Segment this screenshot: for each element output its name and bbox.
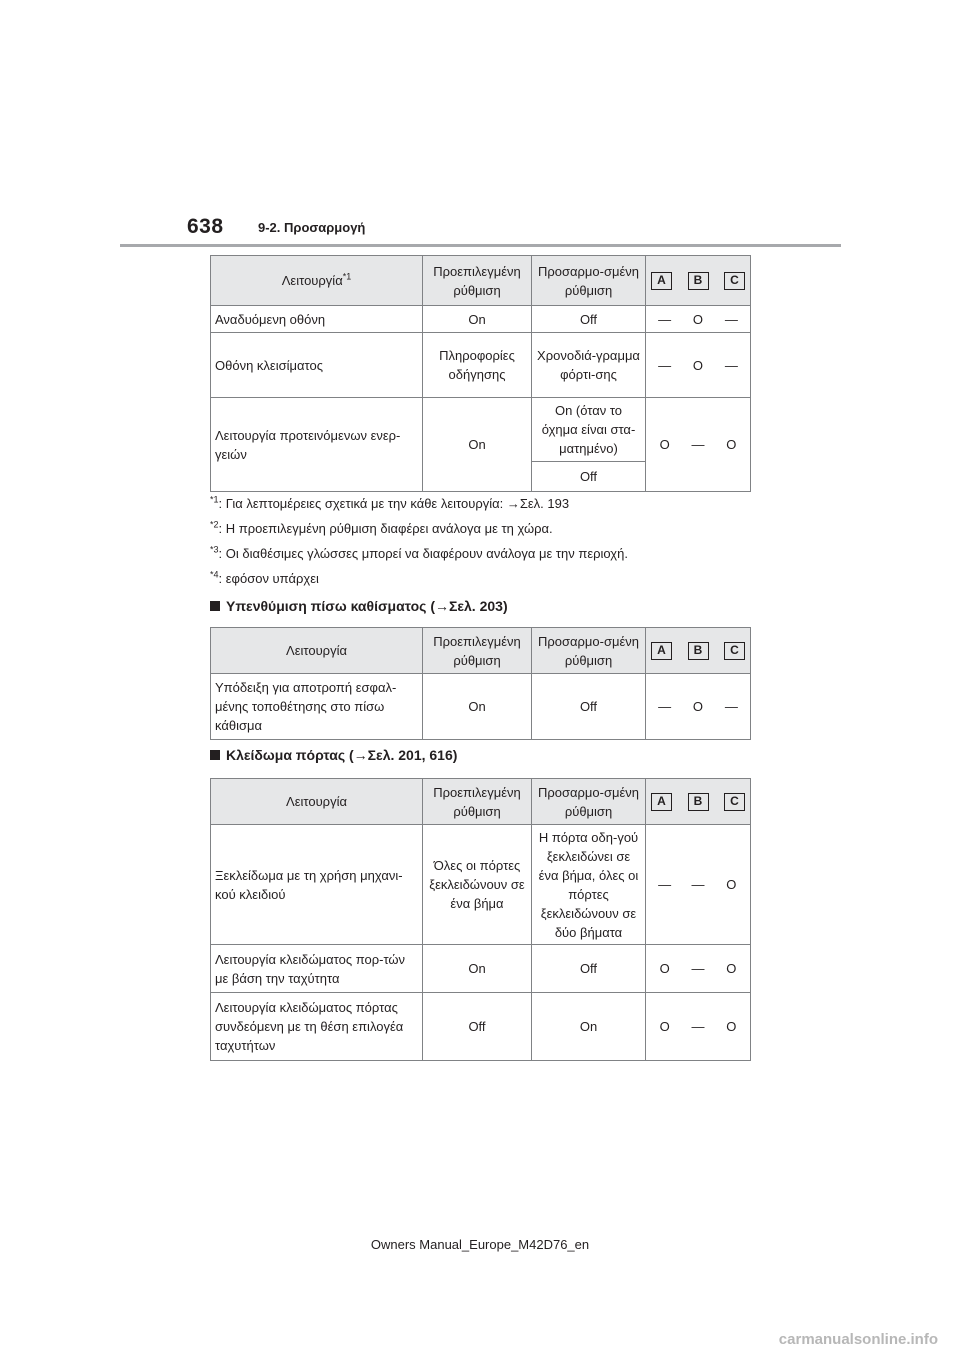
row-abc: — — O <box>646 825 751 945</box>
row-function: Αναδυόμενη οθόνη <box>211 306 423 333</box>
header-divider <box>120 244 841 247</box>
row-custom: Η πόρτα οδη-γού ξεκλειδώνει σε ένα βήμα, όλες οι πόρτες ξεκλειδώνουν σε δύο βήματα <box>532 825 646 945</box>
row-abc: — O — <box>646 306 751 333</box>
row-custom: On <box>532 993 646 1061</box>
row-function: Υπόδειξη για αποτροπή εσφαλ-μένης τοποθέτησης στο πίσω κάθισμα <box>211 674 423 740</box>
label-c-box: C <box>724 642 745 660</box>
header-default: Προεπιλεγμένη ρύθμιση <box>423 779 532 825</box>
table-header-row <box>211 628 751 674</box>
table-header-row <box>211 256 751 306</box>
footnote: $^{*1}$: Για λεπτομέρειες σχετικά με την κάθε λειτουργία: →Σελ. 193 <box>210 494 570 511</box>
row-custom: Off <box>532 674 646 740</box>
table-header-row <box>211 779 751 825</box>
footnote: $^{*2}$: Η προεπιλεγμένη ρύθμιση διαφέρει ανάλογα με τη χώρα. <box>210 519 553 536</box>
row-default: Όλες οι πόρτες ξεκλειδώνουν σε ένα βήμα <box>423 825 532 945</box>
row-abc: — O — <box>646 674 751 740</box>
label-c-box: C <box>724 793 745 811</box>
label-a-box: A <box>651 793 672 811</box>
header-custom: Προσαρμο-σμένη ρύθμιση <box>532 628 646 674</box>
header-function: Λειτουργία <box>211 779 423 825</box>
row-custom: Χρονοδιά-γραμμα φόρτι-σης <box>532 333 646 398</box>
label-c-box: C <box>724 272 745 290</box>
bullet-square-icon <box>210 750 220 760</box>
header-default: Προεπιλεγμένη ρύθμιση <box>423 256 532 306</box>
row-abc: — O — <box>646 333 751 398</box>
row-function: Λειτουργία προτεινόμενων ενερ-γειών <box>211 398 423 492</box>
row-custom-alt: Off <box>532 462 646 492</box>
label-b-box: B <box>688 272 709 290</box>
footnote: $^{*4}$: εφόσον υπάρχει <box>210 569 319 586</box>
header-abc <box>646 256 751 306</box>
table-row <box>211 674 751 740</box>
row-default: Πληροφορίες οδήγησης <box>423 333 532 398</box>
header-function: Λειτουργία$^{*1}$ <box>211 256 423 306</box>
table-row <box>211 306 751 333</box>
row-custom: Off <box>532 306 646 333</box>
footer-manual-id: Owners Manual_Europe_M42D76_en <box>370 1237 590 1252</box>
section-heading-door-lock: Κλείδωμα πόρτας (→Σελ. 201, 616) <box>210 747 457 763</box>
header-abc <box>646 779 751 825</box>
row-default: On <box>423 674 532 740</box>
table-row <box>211 945 751 993</box>
label-a-box: A <box>651 642 672 660</box>
settings-table-rear-seat <box>210 627 751 740</box>
settings-table-display <box>210 255 751 492</box>
page-number: 638 <box>187 215 224 238</box>
label-b-box: B <box>688 793 709 811</box>
row-default: On <box>423 945 532 993</box>
row-function: Ξεκλείδωμα με τη χρήση μηχανι-κού κλειδιού <box>211 825 423 945</box>
header-abc <box>646 628 751 674</box>
table-row <box>211 993 751 1061</box>
row-function: Λειτουργία κλειδώματος πορ-τών με βάση την ταχύτητα <box>211 945 423 993</box>
table-row <box>211 398 751 462</box>
bullet-square-icon <box>210 601 220 611</box>
row-function: Λειτουργία κλειδώματος πόρτας συνδεόμενη με τη θέση επιλογέα ταχυτήτων <box>211 993 423 1061</box>
watermark-logo: carmanualsonline.info <box>778 1331 938 1348</box>
row-default: On <box>423 306 532 333</box>
label-b-box: B <box>688 642 709 660</box>
section-title: 9-2. Προσαρμογή <box>258 220 366 235</box>
row-function: Οθόνη κλεισίματος <box>211 333 423 398</box>
header-custom: Προσαρμο-σμένη ρύθμιση <box>532 779 646 825</box>
footnote: $^{*3}$: Οι διαθέσιμες γλώσσες μπορεί να διαφέρουν ανάλογα με την περιοχή. <box>210 544 628 561</box>
row-abc: O — O <box>646 993 751 1061</box>
row-custom: Off <box>532 945 646 993</box>
row-default: Off <box>423 993 532 1061</box>
label-a-box: A <box>651 272 672 290</box>
row-default: On <box>423 398 532 492</box>
table-row <box>211 333 751 398</box>
row-custom: On (όταν το όχημα είναι στα-ματημένο) <box>532 398 646 462</box>
footnotes <box>210 496 628 596</box>
row-abc: O — O <box>646 398 751 492</box>
header-function: Λειτουργία <box>211 628 423 674</box>
header-default: Προεπιλεγμένη ρύθμιση <box>423 628 532 674</box>
section-heading-rear-seat: Υπενθύμιση πίσω καθίσματος (→Σελ. 203) <box>210 598 508 614</box>
settings-table-door-lock <box>210 778 751 1061</box>
table-row <box>211 825 751 945</box>
header-custom: Προσαρμο-σμένη ρύθμιση <box>532 256 646 306</box>
row-abc: O — O <box>646 945 751 993</box>
